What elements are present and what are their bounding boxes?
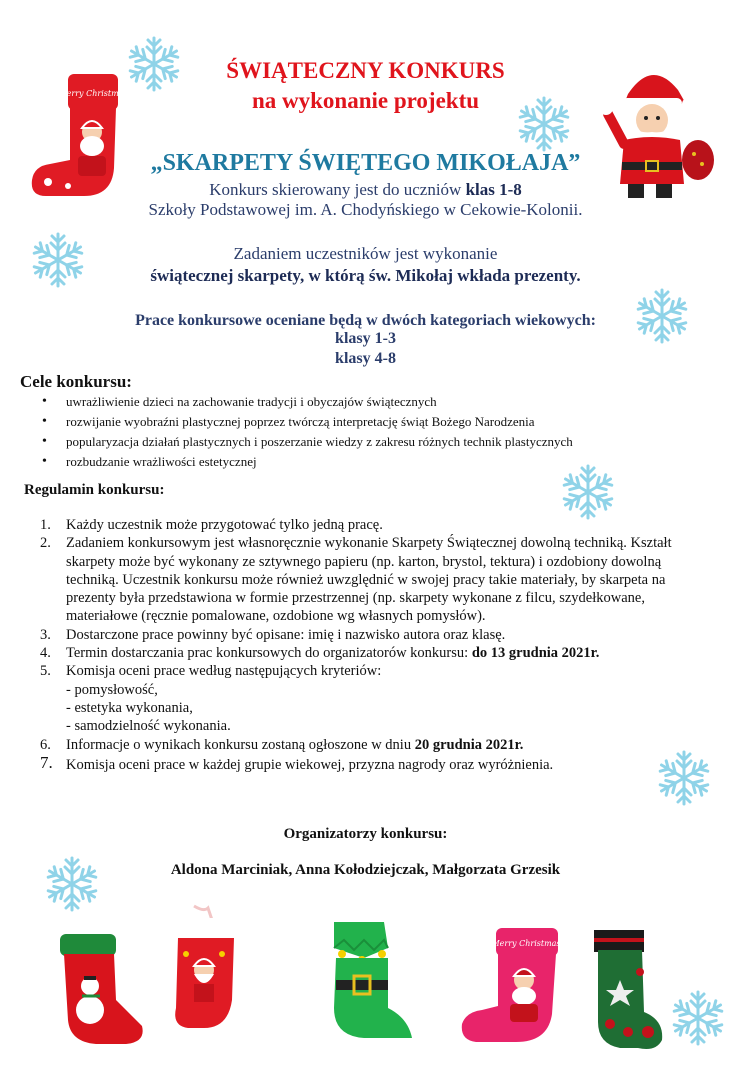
contest-subtitle: na wykonanie projektu <box>251 88 480 113</box>
contest-title: ŚWIĄTECZNY KONKURS <box>226 58 505 83</box>
organizers-heading: Organizatorzy konkursu: <box>283 826 448 842</box>
rule-item: 1. Każdy uczestnik może przygotować tylko jedną pracę. <box>40 517 383 533</box>
criterion: - samodzielność wykonania. <box>66 718 231 735</box>
organizers-names: Aldona Marciniak, Anna Kołodziejczak, Małgorzata Grzesik <box>170 862 561 878</box>
list-item: • rozwijanie wyobraźni plastycznej poprzez twórczą interpretację świąt Bożego Narodzenia <box>40 412 573 432</box>
target-audience: Konkurs skierowany jest do uczniów klas 1-8 <box>209 180 522 199</box>
stocking-script: Merry Christmas <box>58 89 128 98</box>
list-item: • rozbudzanie wrażliwości estetycznej <box>40 452 573 472</box>
goals-list <box>40 392 573 472</box>
list-item: • popularyzacja działań plastycznych i poszerzanie wiedzy z zakresu różnych technik plastycznych <box>40 432 573 452</box>
santa-stocking-illustration <box>168 904 250 1034</box>
rule-item: 3. Dostarczone prace powinny być opisane: imię i nazwisko autora oraz klasę. <box>40 626 506 643</box>
snowflake-icon <box>560 464 616 520</box>
list-item: • uwrażliwienie dzieci na zachowanie tradycji i obyczajów świątecznych <box>40 392 573 412</box>
snowflake-icon <box>670 990 726 1046</box>
categories-heading: Prace konkursowe oceniane będą w dwóch kategoriach wiekowych: <box>135 312 596 329</box>
criterion: - estetyka wykonania, <box>66 699 193 716</box>
stocking-script: Merry Christmas <box>491 939 561 948</box>
snowman-stocking-illustration <box>56 930 148 1048</box>
rule-item: 2. Zadaniem konkursowym jest własnoręcznie wykonanie Skarpety Świątecznej dowolną techniką. Kształt skarpety może być wykonany ze sztywnego papieru (np. karton, brystol, tektura) i ozdobiony dowolną techniką. Uczestnik konkursu może również uwzględnić w swojej pracy takie materiały, by skarpeta na prezenty była przedstawiona w formie przestrzennej (np. skarpety wykonane z filcu, szydełkowane, materiałowe (ręcznie pomalowane, ozdobione wg własnych pomysłów). <box>40 535 672 625</box>
category-2: klasy 4-8 <box>335 350 396 367</box>
category-1: klasy 1-3 <box>335 330 396 347</box>
task-line-1: Zadaniem uczestników jest wykonanie <box>233 244 498 263</box>
rules-heading: Regulamin konkursu: <box>24 482 165 498</box>
star-stocking-illustration <box>590 928 668 1052</box>
rules-list <box>40 516 700 774</box>
task-line-2: świątecznej skarpety, w którą św. Mikołaj wkłada prezenty. <box>150 266 581 285</box>
school-name: Szkoły Podstawowej im. A. Chodyńskiego w Cekowie-Kolonii. <box>148 200 583 219</box>
criterion: - pomysłowość, <box>66 681 158 698</box>
rule-item: 7. Komisja oceni prace w każdej grupie wiekowej, przyzna nagrody oraz wyróżnienia. <box>40 752 554 773</box>
goals-heading: Cele konkursu: <box>20 372 132 391</box>
elf-stocking-illustration <box>324 918 414 1042</box>
project-title: „SKARPETY ŚWIĘTEGO MIKOŁAJA” <box>150 150 581 176</box>
rule-item: 4. Termin dostarczania prac konkursowych do organizatorów konkursu: do 13 grudnia 2021r. <box>40 645 600 662</box>
rule-item: 6. Informacje o wynikach konkursu zostaną ogłoszone w dniu 20 grudnia 2021r. <box>40 736 524 753</box>
santa-stocking-illustration <box>456 924 560 1046</box>
rule-item: 5. Komisja oceni prace według następujących kryteriów: - pomysłowość, - estetyka wykonania, - samodzielność wykonania. <box>40 662 700 735</box>
